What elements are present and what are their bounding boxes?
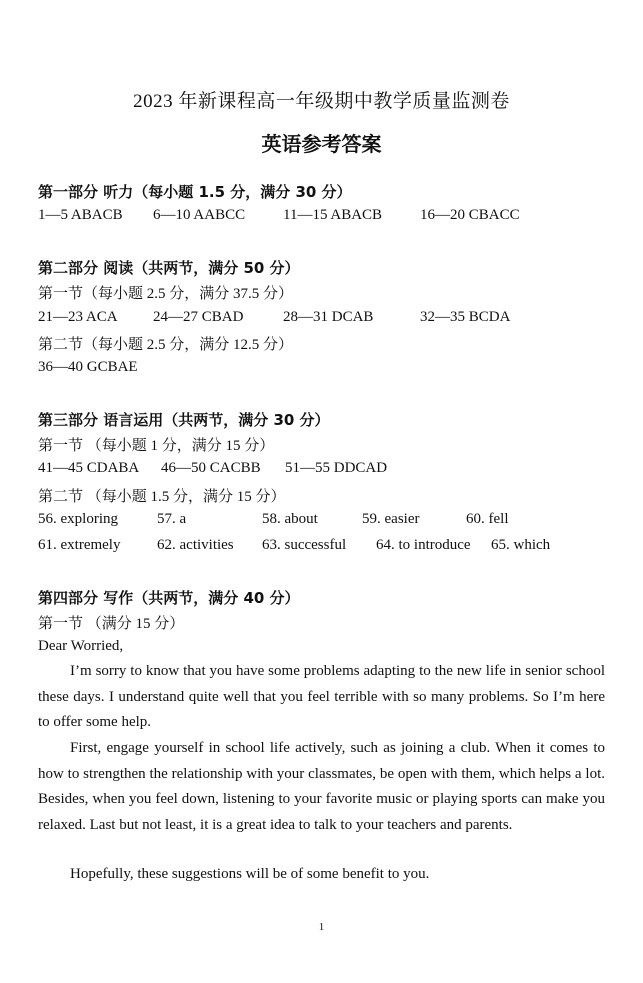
part2-answer-4: 32—35 BCDA [420, 309, 511, 325]
page-number: 1 [318, 921, 325, 933]
part4-heading: 第四部分 写作（共两节，满分 40 分） [38, 589, 300, 607]
answer-key-title: 英语参考答案 [261, 132, 382, 156]
letter-paragraph-2: First, engage yourself in school life actively, such as joining a club. When it comes to how to strengthen the relationship with your classmates, be open with them, which helps a lot. Besides, when you feel down, listening to your favorite music or playing sports can make you relaxed. Last but not least, it is a great idea to talk to your teachers and parents. [38, 740, 605, 833]
blank-answer-58: 58. about [262, 511, 318, 527]
part1-answer-1: 1—5 ABACB [38, 207, 123, 223]
blank-answer-60: 60. fell [466, 511, 509, 527]
blank-answer-57: 57. a [157, 511, 187, 527]
part3-section2-label: 第二节 （每小题 1.5 分，满分 15 分） [38, 489, 286, 505]
part3-heading: 第三部分 语言运用（共两节，满分 30 分） [38, 411, 330, 429]
blank-answer-64: 64. to introduce [376, 537, 471, 553]
part2-section1-label: 第一节（每小题 2.5 分，满分 37.5 分） [38, 286, 294, 302]
letter-paragraph-3: Hopefully, these suggestions will be of some benefit to you. [70, 866, 430, 882]
letter-salutation: Dear Worried, [38, 638, 124, 654]
letter-paragraph-1: I’m sorry to know that you have some problems adapting to the new life in senior school these days. I understand quite well that you feel terrible with so many problems. So I’m here to offer some help. [38, 663, 605, 730]
part2-answer-2: 24—27 CBAD [153, 309, 244, 325]
part2-heading: 第二部分 阅读（共两节，满分 50 分） [38, 259, 300, 277]
part2-section2-answer: 36—40 GCBAE [38, 359, 138, 375]
part3-answer-2: 46—50 CACBB [161, 460, 261, 476]
blank-answer-63: 63. successful [262, 537, 347, 553]
part1-heading: 第一部分 听力（每小题 1.5 分，满分 30 分） [38, 183, 352, 201]
part3-answer-3: 51—55 DDCAD [285, 460, 388, 476]
part1-answer-4: 16—20 CBACC [420, 207, 520, 223]
part3-answer-1: 41—45 CDABA [38, 460, 140, 476]
part2-section2-label: 第二节（每小题 2.5 分，满分 12.5 分） [38, 337, 294, 353]
part2-answer-3: 28—31 DCAB [283, 309, 374, 325]
part4-section1-label: 第一节 （满分 15 分） [38, 616, 185, 632]
part2-answer-1: 21—23 ACA [38, 309, 118, 325]
exam-title: 2023 年新课程高一年级期中教学质量监测卷 [133, 91, 510, 112]
blank-answer-65: 65. which [491, 537, 551, 553]
blank-answer-62: 62. activities [157, 537, 234, 553]
blank-answer-61: 61. extremely [38, 537, 121, 553]
part1-answer-2: 6—10 AABCC [153, 207, 246, 223]
blank-answer-56: 56. exploring [38, 511, 118, 527]
part3-section1-label: 第一节 （每小题 1 分，满分 15 分） [38, 438, 275, 454]
blank-answer-59: 59. easier [362, 511, 420, 527]
part1-answer-3: 11—15 ABACB [283, 207, 383, 223]
